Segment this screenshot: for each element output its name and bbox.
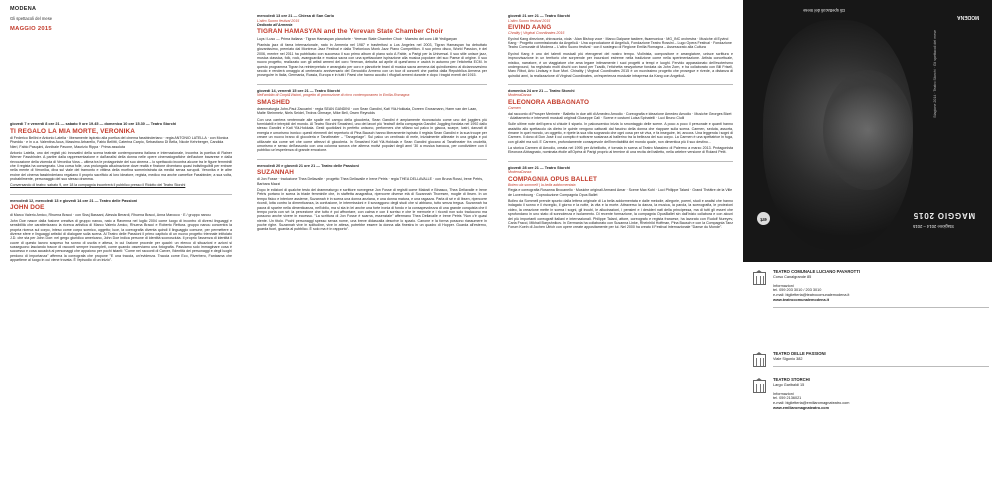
city-heading: MODENA (10, 6, 37, 12)
cover-photo-highlight (823, 70, 913, 190)
event-series: ModenaDanza (508, 93, 532, 98)
event-subtitle: Chrality | Virginal Coordinates 2015 (508, 31, 565, 36)
event-eleonora-abbagnato (508, 89, 733, 155)
event-title: SUZANNAH (257, 169, 295, 177)
event-series: Nell'ambito di Corpi&Visioni, progetto di promozione di circo contemporaneo in Emilia-Romagna (257, 93, 410, 98)
venue-storchi (753, 378, 989, 411)
event-eyvind-kang (508, 14, 733, 78)
cover-season: Stagione 2014 – 2015 (913, 224, 954, 229)
event-credits: di Marco Valerio Amico, Rhuena Bracci · con Sissj Bassani, Alessia Berardi, Rhuena Bracci, Anna Marocco · E / gruppo nanou (10, 212, 211, 217)
event-tag: Dedicato all'Armenia (257, 23, 293, 27)
ert-logo-icon: ert (757, 212, 770, 225)
event-body: Sulle ultime note dell'opera si chiude il sipario. In palcoscenico inizia lo smontaggio delle scene. A poco a poco il personale e quanti hanno assistito allo spettacolo da dietro le quinte vengono catturati dal fascino della donna che riappare sulla scena. Carmen, seduta, assorta, rimane in quel mondo, un oggetto, e ripete la sua vita sognando che ogni cosa per sé viva, e fa inseguire, lei, ancora. Una leggenda i sogni di Carmen. Il dono di Don José il cui compito è sottrarre sostanza al ballerino tra la bellezza del suo corpo. La Carmen è una spettatrice in fuga, con gli altri ma soli. E Carmen, profondamente consapevole dell'inevitabilità del mondo quale, non dimentica più il suo destino... (508, 122, 733, 144)
venue-text (773, 352, 989, 362)
subtitle: Gli spettacoli del mese (10, 16, 53, 21)
event-dates: mercoledì 12, mercoledì 13 e giovedì 14 ore 21 — Teatro delle Passioni (10, 198, 138, 203)
event-body: Eyvind Kang è uno dei talenti musicali più eterogenei del nostro tempo. Violinista, compositore e arrangiatore, unisce scrittura e improvvisazione in un territorio che sorprende per incursioni estreme nella tradizione come nella sperimentazione. Artista concettuale, mistico, narratore, è un viaggiatore che ama legare intimamente i suoi progetti a tempi e luoghi. Fervido appassionato dell'esoterismo underground, ha registrato molti dischi con band per Tzadik, l'etichetta newyorkese fondata da John Zorn, e ha collaborato con Bill Frisell, Marc Ribot, Arto Lindsay e Ikue Mori. Chirality | Virginal Coordinates 2015 è un nuovissimo progetto che prosegue e rivede, a distanza di quindici anni, la realizzazione di Virginal Coordinates, un'esperienza musicale intrapresa da Kang con AngelicA. (508, 51, 733, 78)
event-credits: Eyvind Kang direzione, chirosonia, viola · Alan Bishop voce · Marco Dalpane tastiere, fisarmonica · MG_INC orchestra · Musiche di Eyvind Kang · Progetto commissionato da AngelicA · Una coproduzione di AngelicA, Fondazione Teatro Rossini – Lugo Opera Festival · Fondazione Teatro Comunale di Modena – L'altro Suono festival · con il sostegno di Regione Emilia Romagna – Assessorato alla Cultura (508, 36, 732, 50)
venue-website-link[interactable]: www.emiliaromagnateatro.com (773, 405, 829, 410)
event-credits: Luys i Luso — Prima italiana · Tigran Hamasyan pianoforte · Yerevan State Chamber Choir · Maestro del coro Lilit Yedigaryan (257, 36, 457, 41)
venue-email[interactable]: e-mail: biglietteria@emiliaromagnateatro.com (773, 401, 850, 406)
divider (773, 307, 989, 308)
event-subtitle: Carmen (508, 106, 521, 111)
event-series: L'altro Suono festival 2015 (508, 18, 551, 23)
divider (773, 366, 989, 367)
event-credits: Regia e coreografia Rosanna Brocanello · Musiche originali Armand Amar · Scene Max Kohl · Luci Philippe Talard · Grand Théâtre de la Ville de Luxembourg · Coproduzione Compagnia Opus Ballet (508, 188, 733, 197)
event-title: TIGRAN HAMASYAN and the Yerevan State Chamber Choir (257, 28, 444, 36)
divider (508, 161, 733, 162)
event-body: Pianista jazz di fama internazionale, nato in Armenia nel 1987 e trasferitosi a Los Angeles nel 2003, Tigran Hamasyan ha debuttato giovanissimo, premiato dal Montreux Jazz Festival e dalla Thelonious Monk Jazz Piano Competition. Il suo primo disco, World Passion, è del 2006, mentre nel 2011 ha pubblicato con successo il suo primo album di piano solo A Fable, a Parigi per la Universal. Il suo stile unisce jazz, musica classica, folk, rock, avanguardia e musica sacra con una spettacolare ispirazione alla musica popolare del suo Paese di origine. Il suo nuovo progetto, realizzato con gli artisti armeni del coro Yerevan, debutta ad aprile di quest'anno e uscirà in autunno per l'etichetta ECM. In questo programma Tigran ha reinterpretato e arrangiato per coro e pianoforte brani di musica sacra armena dal quindicesimo al diciannovesimo secolo e renderà omaggio al centenario anniversario del Genocidio Armeno con un tour di concerti che partirà dalla Repubblica Armena per proseguire in Italia, Germania, Russia, Europa e in tutti i Paesi che hanno accolto i rifugiati armeni durante e dopo i tragici eventi del 1915. (257, 43, 487, 78)
event-smashed (257, 89, 487, 153)
event-dates: giovedì 28 ore 21 — Teatro Storchi (508, 165, 571, 170)
venue-line: tel. 059 2136021 (773, 396, 802, 401)
event-cast: La storica Carmen di Amodio, creata nel 1995 per Arbelliotto, è tornata in scena al Teatro Massimo di Palermo a marzo 2013. Protagonista Eleonora Abbagnato, nominata étoile all'Opéra di Parigi proprio al termine di una recita del balletto, nella celebre versione di Roland Petit. (508, 146, 733, 155)
event-body: John Doe nasce dalla fusione creativa di gruppo nanou, nato a Ravenna nel luglio 2004 come luogo di incontro di diversi linguaggi e sensibilità che caratterizzano la ricerca artistica di Marco Valerio Amico, Rhuena Bracci e Roberto Rettura. gruppo nanou concentra la propria ricerca sul corpo, inteso come corpo scenico, oggetto; luce, la coreografia diventa quindi il linguaggio comune, per permettere a diverse sfere e linguaggi artistici di dialogare sulla scena. Al Teatro delle Passioni il primo capitolo di un nuovo progetto triennale intitolato J.D. che sta per John Doe: nel gergo giuridico americano, John Doe indica persone di identità sconosciuta. Il proprio l'assenza di identità il cuore di questo lavoro sospeso fra sonno di uscita e attesa, in cui l'azione procede per quadri: un elenco di situazioni e azioni si susseguono lasciando tracce di racconti sempre incompleti, come quando osserviamo una fotografia. Passiamo solo immaginare cosa è successo e cosa accadrà ai personaggi che appaiono per pochi istanti: "Come nei racconti di Carver, l'identità dei personaggi e degli luoghi perdono di importanza" afferma la coreografa che propone "E una traccia, un'evidenza. Traccia come Eco, Riverbero, Fantasma che appartiene al luogo in cui viene trovata. È l'episodio di un inizio". (10, 218, 232, 263)
cover-image (743, 0, 992, 262)
event-title: TI REGALO LA MIA MORTE, VERONIKA (10, 127, 136, 135)
theatre-icon (753, 380, 766, 393)
venue-line: Informazioni (773, 391, 794, 396)
event-body: Con una carriera ventennale alle spalle nel campo della giocoleria, Sean Gandini è ampiamente riconosciuto come uno dei jugglers più formidabili e intrepidi del mondo. Al Teatro Storchi Smashed, uno dei lavori più 'teatrali' della compagnia Gandini Juggling fondata nel 1992 dallo stesso Gandini e Kati Ylä-Hokkala. Gesti quotidiani in perfetto unisono, performers che sfilano sul palco in giacca, scarpe, lustri, danzati di energia e umorismo ironico: questi elementi del repertorio di Pina Bausch hanno liberamente ispirato il regista Sean Gandini e la sua troupe per creare un nuovo brano di giocoleria e Tanztheater – "Tanzgelage". Sul palco un centinaio di mele, inizialmente allineate in una griglia e poi utilizzate sia come set che come attrezzi di giocoleria. In Smashed Kati Ylä-Hokkala e Sean Gandini giocano al Tanztheater fra crudeltà, umorismo e senso dell'assurdo con una colonna sonora che alterna motivi popolari degli anni '30 a musica barocca, per condividere con il pubblico un'esperienza di grande emozione. (257, 117, 487, 153)
event-title: COMPAGNIA OPUS BALLET (508, 175, 598, 183)
event-veronika (10, 122, 232, 188)
event-series: L'altro Suono festival 2015 (257, 18, 300, 23)
cover-vertical-text: Stagione 2014 · Teatro Storchi · Gli spettacoli del mese (933, 30, 937, 118)
venue-name: TEATRO STORCHI (773, 377, 810, 382)
event-dates: mercoledì 13 ore 21 — Chiesa di San Carlo (257, 14, 335, 18)
venue-line: Viale Sigonio 382 (773, 356, 803, 361)
theatre-icon (753, 272, 766, 285)
venue-website-link[interactable]: www.teatrocomunalemodena.it (773, 297, 829, 302)
event-dates: giovedì 7 e venerdì 8 ore 21 — sabato 9 ore 19.45 — domenica 10 ore 15.30 — Teatro Storchi (10, 122, 177, 126)
event-credits: dal racconto di Prosper Merimée · Balletto in due atti di Amedeo Amodio · Coreografia e ideazione Amedeo Amodio · Musiche Georges Bizet · Adattamento e interventi musicali originali Giuseppe Calì · Scene e costumi Luisa Spinatelli · Luci Bruno Ciulli (508, 111, 732, 120)
event-john-doe (10, 199, 232, 263)
event-title: JOHN DOE (10, 204, 45, 212)
venue-line: Informazioni (773, 283, 794, 288)
event-series: ModenaDanza (508, 170, 532, 175)
month-heading: MAGGIO 2015 (10, 26, 52, 32)
venue-name: TEATRO COMUNALE LUCIANO PAVAROTTI (773, 269, 860, 274)
event-subtitle: Bolero da sommelf | la bella addormentata (508, 182, 576, 187)
divider (10, 194, 232, 195)
column-2 (247, 0, 495, 501)
event-body: Antonio Latella, uno dei registi più innovativi della scena teatrale contemporanea italiana e internazionale, incontra la poetica di Rainer Werner Fassbinder. A partire dalla rappresentazione e dall'analisi della donna nelle opere cinematografiche dell'autore bavarese e dalla rievocazione della vicenda di Veronika Voss – ultima tra le protagoniste del suo cinema – lo spettacolo incontra alcune tra le figure femminili che il regista ha consegnato. Una corsa folle, una prolungata allucinazione dove realtà e finzione diventano quasi indistinguibili per entrare nella mente di Veronika, diva sul viale del tramonto e vittima della morfina somministrata da medici senza scrupoli. Veronika e le altre eroine del cinema fassbinderiano regalano il proprio sacrificio al loro ideatore, regista, medico ma anche carnefice Fassbinder, a sua volta, probabilmente, personaggio del suo stesso dramma. (10, 151, 232, 182)
cover-city: MODENA (957, 14, 980, 20)
venue-email[interactable]: e-mail: biglietteria@teatrocomunalemodena.it (773, 293, 850, 298)
venue-text (773, 270, 989, 303)
cover-top-line: Gli spettacoli del mese (803, 8, 846, 13)
event-title: ELEONORA ABBAGNATO (508, 98, 590, 106)
event-body: Dopo le edizioni di qualche testo del drammaturgo e scrittore norvegese Jon Fosse di regisiti come Malosti e Binasco, Thea Dellavalle e Irene Petris portano in scena la triade femminile che, in staffetta anagrafica, ripercorre diverse età di Suzannah Thoresen, moglie di Ibsen. In un tempo fisico e interiore assieme, Suzannah è in scena una donna anziana, e una donna matura, e una ragazza. Parla di sé e di Ibsen, ripercorre ricordi, lotta contro la dimenticanza, la confusione, le intermissioni e il sovraggono degli studi che si abbiano, tutto senza tregua. Suzannah ha paura di sparire nella dimenticanza, nell'oblio, ma si sta in lei anche una forte ironia di fondo e la consapevolezza di una grande conquista che il tempo porta con sé: la percezione che tutto è poi affrontare, con calma e con il sorriso e che le memorie e i ricordi non solo traducono ma possono anche vivere in eccesso. "La scrittura di Jon Fosse è scarna, essenziale" affermano Thea Dellavalle e Irene Petris "Non c'è quasi niente. Un titolo. Pochi personaggi spesso senza nome, una breve didascalia descrive lo spazio. Canone e la forma possono riassumere in poche righe. Suzannah vive in solitudine, vive in attesa, potrebbe essere la donna alla finestra in un quadro di Hopper. Guarda all'esterno, guarda fuori, guarda al pubblico. È solo ma è in rapporto". (257, 188, 487, 232)
event-title: SMASHED (257, 98, 291, 106)
cover-month: MAGGIO 2015 (913, 211, 976, 220)
event-opus-ballet (508, 166, 733, 230)
event-note: Conversando di teatro: sabato 9, ore 18 la compagnia incontrerà il pubblico presso il Ridotto del Teatro Storchi (10, 183, 186, 188)
event-tigran-hamasyan (257, 14, 487, 78)
event-body: Bolleo da Sommell prende spunto dalla lettera originale di La bella addormentata e dalle melodie, allegorie, poemi, studi e analisi che hanno indagato il sonno e il risveglio, il giorno e la notte, la vita e la morte. Attraverso la danza, la musica, la parola, la scenografia, le proiezioni video, la creazione mette in scena i sogni, gli incubi, le allucinazioni, i pensieri e i desideri nati della principessa, ma di tutti gli esseri che sprofondano in uno stato di sonnolenza e isolamento. Di recente formazione, la compagnia OpusBallet sin dall'inizio collabora e con alcuni dei più importanti coreografi italiani e internazionali. Philippe Talard, attore, coreografo e regista francese, ha lavorato con Rudolf Nureyev, Carla Fracci, Mikhail Baryshnikov. In Germania ha collaborato con Susanna Linke, Rheinhild Hoffman, Pina Bausch e con la Compagnia Tanz Forum Koeln di Jochen Ulrich con opere create appositamente per lui. Nel 2000 ha creato il Festival Internazionale "Danse du Monde". (508, 199, 733, 230)
theatre-icon (753, 354, 766, 367)
event-credits: di Jon Fosse · traduzione Thea Dellavalle · progetto Thea Dellavalle e Irene Petris · regia THEA DELLAVALLE · con Bruna Rossi, Irene Petris, Barbara Mazzi (257, 177, 483, 186)
venue-line: tel. 059 203 3010 / 203 3010 (773, 288, 822, 293)
venue-text (773, 378, 989, 411)
event-dates: giovedì 21 ore 21 — Teatro Storchi (508, 14, 571, 18)
venue-name: TEATRO DELLE PASSIONI (773, 351, 826, 356)
venue-pavarotti (753, 270, 989, 308)
venue-passioni (753, 352, 989, 367)
event-dates: giovedì 14, venerdì 15 ore 21 — Teatro Storchi (257, 88, 341, 93)
divider (257, 159, 487, 160)
divider (257, 84, 487, 85)
event-dates: mercoledì 20 e giovedì 21 ore 21 — Teatro delle Passioni (257, 163, 359, 168)
venue-line: Largo Garibaldi 15 (773, 382, 805, 387)
event-title: EIVIND AANG (508, 24, 552, 31)
event-suzannah (257, 164, 487, 232)
event-credits: drammaturgia John-Paul Zaccarini · regia SEAN GANDINI · con Sean Gandini, Kati Ylä-Hokkala, Doreen Grossmann, Harm van der Laan, Malte Steinmetz, Niels Seidel, Tedros Girmaye, Mike Bell, Owen Reynolds (257, 106, 478, 116)
venue-line: Corso Canalgrande 85 (773, 274, 812, 279)
event-dates: domenica 24 ore 21 — Teatro Storchi (508, 88, 575, 93)
column-4 (743, 0, 992, 501)
divider (508, 84, 733, 85)
column-1 (0, 0, 242, 501)
column-3 (498, 0, 741, 501)
event-credits: di Federico Bellini e Antonio Latella · liberamente ispirato alla poetica del cinema fassbinderiano · regia ANTONIO LATELLA · con Monica Piseddu · e in o.a. Valentina Acca, Massimo Arbarello, Fabio Bellitti, Caterina Carpio, Sebastiano Di Bella, Nicole Kehrberger, Candida Nieri, Fabio Pasquini, Annibale Pavone, Maurizio Rippa · Prima assoluta (10, 135, 229, 149)
